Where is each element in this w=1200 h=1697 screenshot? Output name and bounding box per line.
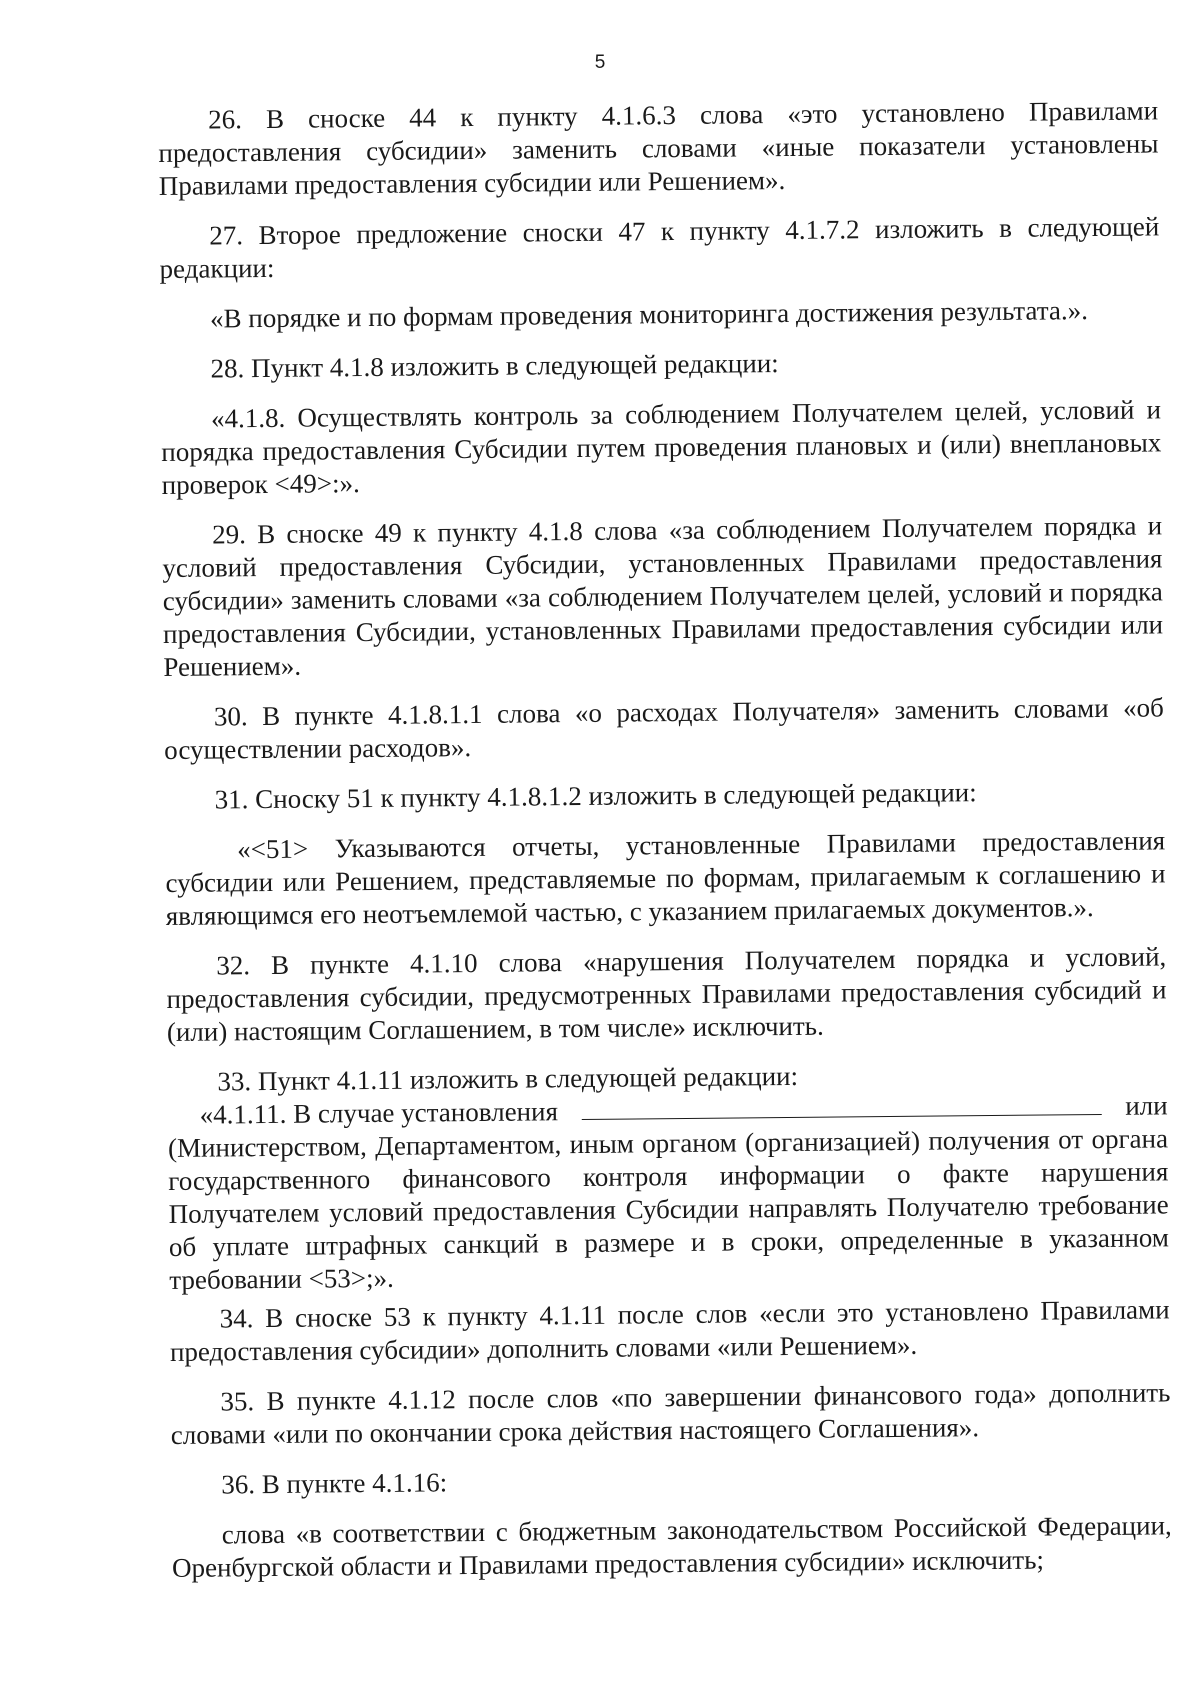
paragraph-31: 31. Сноску 51 к пункту 4.1.8.1.2 изложить в следующей редакции: [214, 777, 977, 815]
paragraph-27: 27. Второе предложение сноски 47 к пункту 4.1.7.2 изложить в следующей редакции: [159, 211, 1160, 284]
fill-in-blank-line [581, 1092, 1101, 1120]
paragraph-28: 28. Пункт 4.1.8 изложить в следующей редакции: [210, 348, 779, 384]
paragraph-32: 32. В пункте 4.1.10 слова «нарушения Получателем порядка и условий, предоставления субсидии, предусмотренных Правилами предоставления субсидий и (или) настоящим Соглашением, в том числе» исключить. [166, 941, 1167, 1047]
paragraph-26: 26. В сноске 44 к пункту 4.1.6.3 слова «это установлено Правилами предоставления субсидии» заменить словами «иные показатели установлены Правилами предоставления субсидии или Решением». [158, 95, 1159, 201]
document-body [158, 94, 1172, 1585]
paragraph-27-quote: «В порядке и по формам проведения мониторинга достижения результата.». [209, 295, 1089, 334]
paragraph-33-quote-start: «4.1.11. В случае установления [199, 1096, 559, 1130]
paragraph-30: 30. В пункте 4.1.8.1.1 слова «о расходах Получателя» заменить словами «об осуществлении расходов». [164, 692, 1164, 765]
page-number: 5 [594, 52, 606, 73]
paragraph-31-quote: «<51> Указываются отчеты, установленные Правилами предоставления субсидии или Решением, представляемые по формам, прилагаемым к соглашению и являющимся его неотъемлемой частью, с указанием прилагаемых документов.». [165, 825, 1166, 931]
paragraph-35: 35. В пункте 4.1.12 после слов «по завершении финансового года» дополнить словами «или по окончании срока действия настоящего Соглашения». [170, 1377, 1171, 1450]
paragraph-34: 34. В сноске 53 к пункту 4.1.11 после слов «если это установлено Правилами предоставления субсидии» дополнить словами «или Решением». [169, 1294, 1170, 1367]
paragraph-36-text: слова «в соответствии с бюджетным законодательством Российской Федерации, Оренбургской области и Правилами предоставления субсидии» исключить; [171, 1510, 1172, 1583]
paragraph-33-quote-rest: (Министерством, Департаментом, иным органом (организацией) получения от органа государственного финансового контроля информации о факте нарушения Получателем условий предоставления Субсидии направлять Получателю требование об уплате штрафных санкций в размере и в сроки, определенные в указанном требовании <53>;». [167, 1123, 1170, 1295]
paragraph-33-quote-or: или [1125, 1090, 1168, 1121]
paragraph-36: 36. В пункте 4.1.16: [221, 1467, 448, 1500]
paragraph-33: 33. Пункт 4.1.11 изложить в следующей редакции: [217, 1060, 799, 1097]
paragraph-28-quote: «4.1.8. Осуществлять контроль за соблюдением Получателем целей, условий и порядка предоставления Субсидии путем проведения плановых и (или) внеплановых проверок <49>:». [161, 394, 1162, 500]
paragraph-29: 29. В сноске 49 к пункту 4.1.8 слова «за соблюдением Получателем порядка и условий предоставления Субсидии, установленных Правилами предоставления субсидии» заменить словами «за соблюдением Получателем целей, условий и порядка предоставления Субсидии, установленных Правилами предоставления субсидии или Решением». [162, 510, 1164, 682]
